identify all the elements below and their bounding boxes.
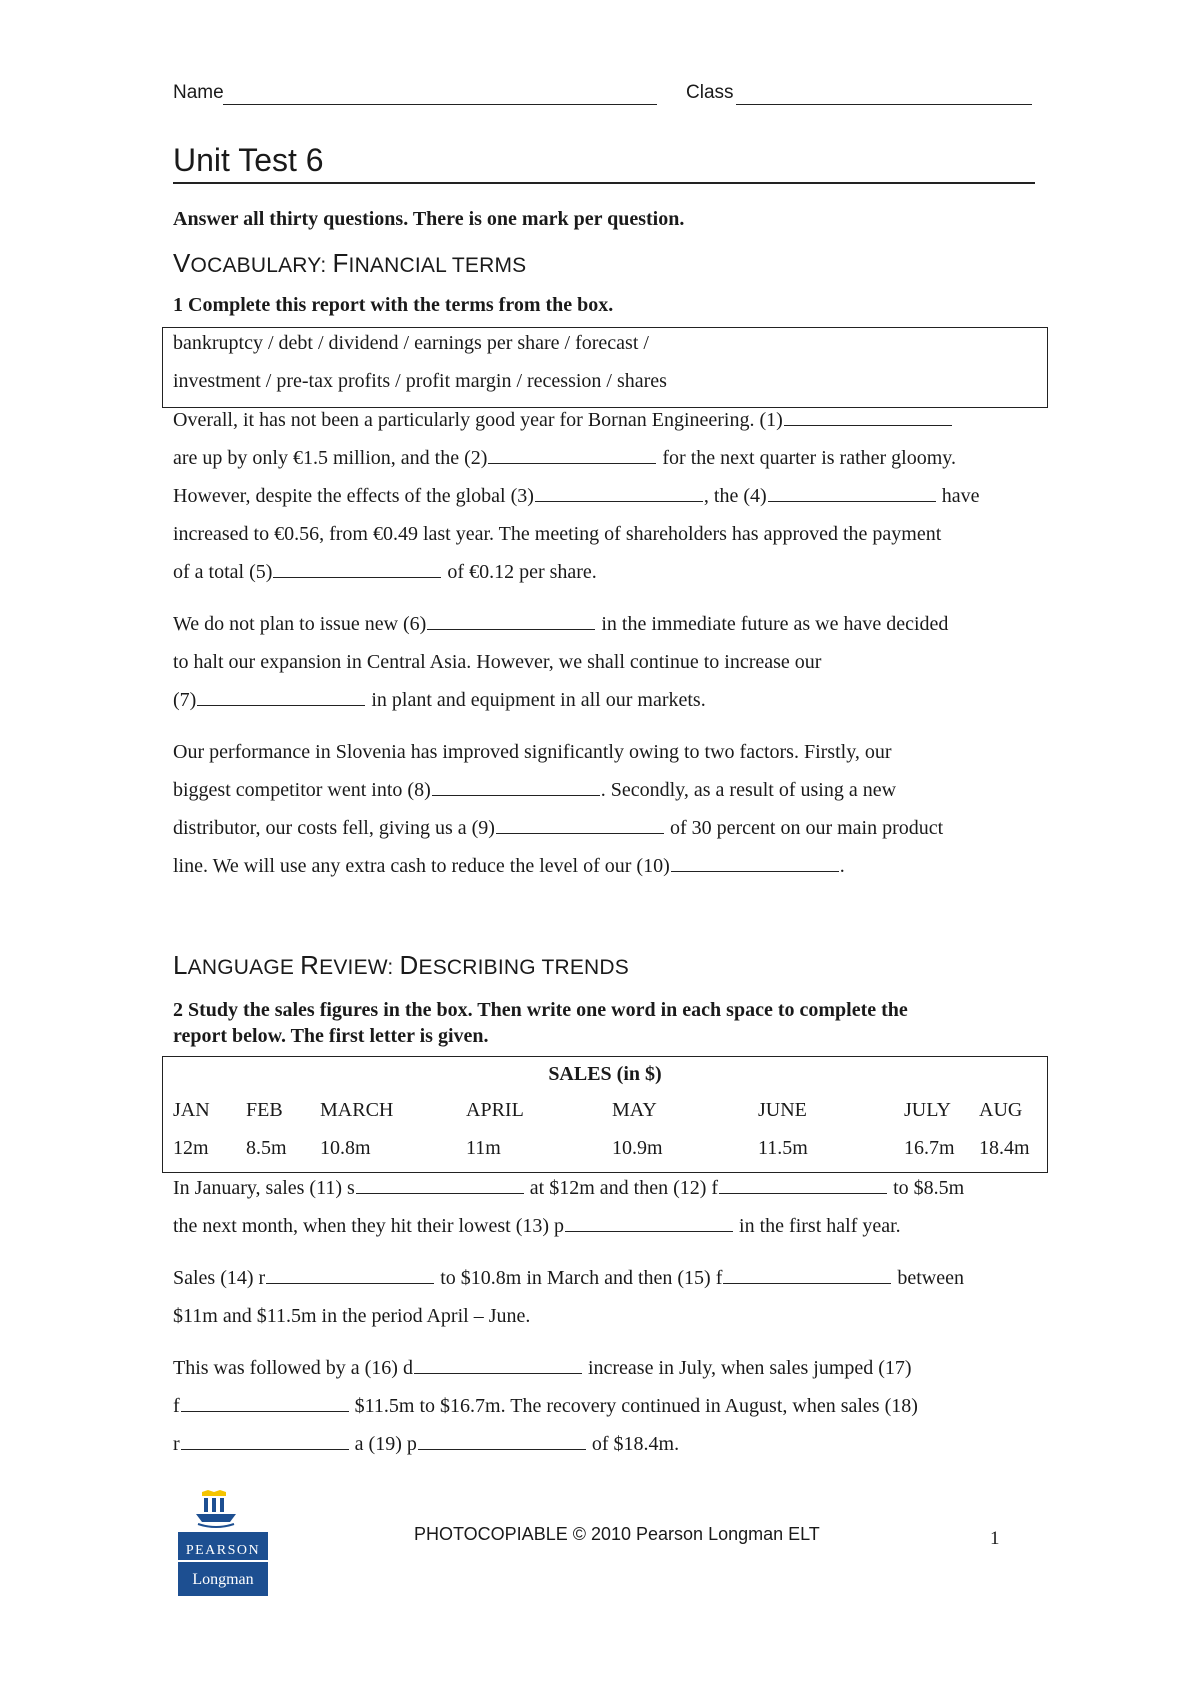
logo-text-pearson: PEARSON bbox=[185, 1543, 261, 1558]
instructions: Answer all thirty questions. There is one mark per question. bbox=[173, 208, 685, 230]
month-header: JUNE bbox=[758, 1099, 807, 1121]
sales-value: 18.4m bbox=[979, 1137, 1030, 1159]
class-field[interactable] bbox=[736, 104, 1032, 105]
answer-blank-8[interactable] bbox=[432, 775, 600, 796]
month-header: MARCH bbox=[320, 1099, 394, 1121]
sales-value: 16.7m bbox=[904, 1137, 955, 1159]
class-label: Class bbox=[686, 82, 734, 103]
word-box-line: investment / pre-tax profits / profit margin / recession / shares bbox=[173, 370, 667, 392]
sales-value: 8.5m bbox=[246, 1137, 287, 1159]
sales-value: 11m bbox=[466, 1137, 501, 1159]
page-title: Unit Test 6 bbox=[173, 142, 324, 178]
answer-blank-10[interactable] bbox=[671, 851, 839, 872]
report-paragraph-1: Overall, it has not been a particularly good year for Bornan Engineering. (1) are up by only €1.5 million, and the (2) for the next quarter is rather gloomy. However, despite the effects of the global (3) , the (4) have increased to €0.56, from €0.49 last year. The meeting of shareholders has approved the payment of a total (5) of €0.12 per share. bbox=[173, 401, 1043, 591]
sales-value: 10.8m bbox=[320, 1137, 371, 1159]
answer-blank-2[interactable] bbox=[488, 443, 656, 464]
answer-blank-13[interactable] bbox=[565, 1211, 733, 1232]
answer-blank-18[interactable] bbox=[181, 1429, 349, 1450]
answer-blank-12[interactable] bbox=[719, 1173, 887, 1194]
sales-value: 11.5m bbox=[758, 1137, 808, 1159]
section-heading-language-review: LANGUAGE REVIEW: DESCRIBING TRENDS bbox=[173, 950, 629, 980]
student-header bbox=[173, 82, 1033, 112]
sales-value: 10.9m bbox=[612, 1137, 663, 1159]
month-header: FEB bbox=[246, 1099, 283, 1121]
month-header: AUG bbox=[979, 1099, 1023, 1121]
report-paragraph-2: We do not plan to issue new (6) in the immediate future as we have decided to halt our expansion in Central Asia. However, we shall continue to increase our (7) in plant and equipment in all our markets. bbox=[173, 605, 1043, 719]
answer-blank-14[interactable] bbox=[266, 1263, 434, 1284]
report-paragraph-3: Our performance in Slovenia has improved significantly owing to two factors. Firstly, our biggest competitor went into (8) . Secondly, as a result of using a new distributor, our costs fell, giving us a (9) of 30 percent on our main product line. We will use any extra cash to reduce the level of our (10) . bbox=[173, 741, 944, 877]
trends-paragraph-2: Sales (14) r to $10.8m in March and then (15) f between $11m and $11.5m in the period April – June. bbox=[173, 1259, 1043, 1335]
answer-blank-17[interactable] bbox=[181, 1391, 349, 1412]
question-2-prompt: 2 Study the sales figures in the box. Then write one word in each space to complete the report below. The first letter is given. bbox=[173, 999, 908, 1047]
answer-blank-5[interactable] bbox=[273, 557, 441, 578]
answer-blank-4[interactable] bbox=[768, 481, 936, 502]
month-header: APRIL bbox=[466, 1099, 524, 1121]
answer-blank-19[interactable] bbox=[418, 1429, 586, 1450]
answer-blank-9[interactable] bbox=[496, 813, 664, 834]
copyright-footer: PHOTOCOPIABLE © 2010 Pearson Longman ELT bbox=[414, 1524, 820, 1544]
answer-blank-1[interactable] bbox=[784, 405, 952, 426]
section-heading-vocabulary: VOCABULARY: FINANCIAL TERMS bbox=[173, 248, 527, 278]
answer-blank-15[interactable] bbox=[723, 1263, 891, 1284]
answer-blank-7[interactable] bbox=[197, 685, 365, 706]
month-header: JAN bbox=[173, 1099, 210, 1121]
trends-paragraph-3: This was followed by a (16) d increase in July, when sales jumped (17) f $11.5m to $16.7m. The recovery continued in August, when sales (18) r a (19) p of $18.4m. bbox=[173, 1349, 1043, 1463]
pearson-longman-logo bbox=[178, 1488, 268, 1596]
sales-table-title: SALES (in $) bbox=[548, 1063, 662, 1085]
trends-paragraph-1: In January, sales (11) s at $12m and then (12) f to $8.5m the next month, when they hit their lowest (13) p in the first half year. bbox=[173, 1169, 1043, 1245]
name-field[interactable] bbox=[223, 104, 657, 105]
sales-table bbox=[162, 1056, 1048, 1173]
month-header: MAY bbox=[612, 1099, 657, 1121]
page-number: 1 bbox=[990, 1528, 1000, 1549]
answer-blank-11[interactable] bbox=[356, 1173, 524, 1194]
word-box-line: bankruptcy / debt / dividend / earnings per share / forecast / bbox=[173, 332, 649, 354]
title-divider bbox=[173, 182, 1035, 184]
sales-value: 12m bbox=[173, 1137, 209, 1159]
month-header: JULY bbox=[904, 1099, 951, 1121]
question-1-prompt: 1 Complete this report with the terms from the box. bbox=[173, 294, 614, 316]
answer-blank-6[interactable] bbox=[427, 609, 595, 630]
name-label: Name bbox=[173, 82, 224, 103]
logo-text-longman: Longman bbox=[192, 1571, 254, 1588]
answer-blank-16[interactable] bbox=[414, 1353, 582, 1374]
answer-blank-3[interactable] bbox=[535, 481, 703, 502]
word-box bbox=[162, 327, 1048, 408]
